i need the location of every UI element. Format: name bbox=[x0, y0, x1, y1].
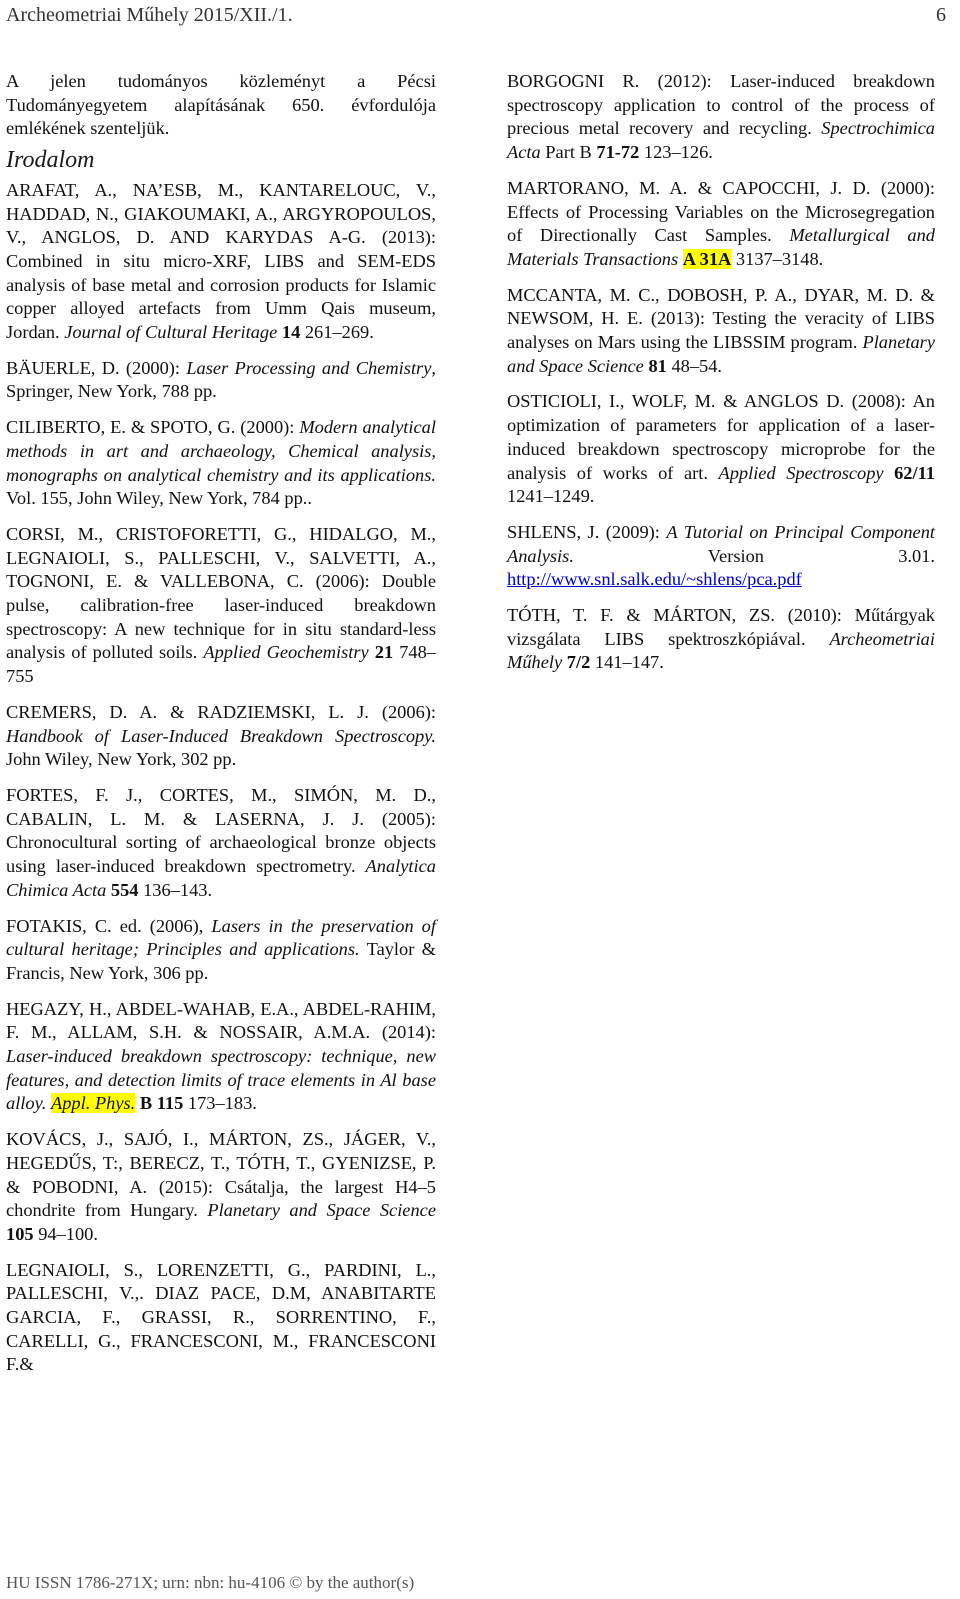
ref-rest: Vol. 155, John Wiley, New York, 784 pp.. bbox=[6, 488, 312, 509]
ref-journal: Planetary and Space Science bbox=[507, 332, 935, 376]
reference-fotakis bbox=[6, 915, 436, 986]
reference-shlens bbox=[507, 521, 935, 592]
ref-journal: Archeometriai Műhely bbox=[507, 628, 935, 673]
ref-year: (2000): bbox=[235, 417, 300, 438]
ref-authors: FOTAKIS, C. ed. bbox=[6, 915, 142, 936]
reference-borgogni bbox=[507, 70, 935, 165]
ref-title: Modern analytical methods in art and archaeology, Chemical analysis, monographs on analytical chemistry and its applications. bbox=[6, 417, 436, 485]
ref-title: A Tutorial on Principal Component Analysis. bbox=[507, 521, 935, 566]
ref-volume: 21 bbox=[374, 642, 394, 663]
dedication-text: A jelen tudományos közleményt a Pécsi Tudományegyetem alapításának 650. évfordulója emlékének szenteljük. bbox=[6, 71, 436, 139]
ref-authors: HEGAZY, H., ABDEL-WAHAB, E.A., ABDEL-RAHIM, F. M., ALLAM, S.H. & NOSSAIR, A.M.A. bbox=[6, 998, 436, 1043]
ref-journal: Planetary and Space Science bbox=[207, 1200, 436, 1221]
section-title: Irodalom bbox=[6, 147, 95, 174]
ref-journal: Journal of Cultural Heritage bbox=[64, 322, 278, 343]
ref-authors: KOVÁCS, J., SAJÓ, I., MÁRTON, ZS., JÁGER, V., HEGEDŰS, T:, BERECZ, T., TÓTH, T., GYENIZSE, P. & POBODNI, A. bbox=[6, 1129, 436, 1197]
ref-body: (2010): Műtárgyak vizsgálata LIBS spektroszkópiával. bbox=[507, 605, 935, 649]
reference-bauerle bbox=[6, 357, 436, 404]
ref-year: (2014): bbox=[370, 1022, 436, 1043]
journal-header-title: Archeometriai Műhely 2015/XII./1. bbox=[6, 4, 293, 26]
ref-title: Handbook of Laser-Induced Breakdown Spectroscopy. bbox=[6, 725, 436, 746]
ref-pages: 141–147. bbox=[590, 652, 664, 673]
ref-authors: OSTICIOLI, I., WOLF, M. & ANGLOS D. bbox=[507, 391, 845, 412]
reference-toth bbox=[507, 604, 935, 675]
reference-ciliberto bbox=[6, 416, 436, 511]
ref-year: (2006), bbox=[141, 915, 212, 936]
ref-authors: SHLENS, J. bbox=[507, 521, 600, 542]
ref-title: Lasers in the preservation of cultural heritage; Principles and applications. bbox=[6, 915, 436, 960]
ref-authors: BORGOGNI R. bbox=[507, 71, 640, 91]
left-column bbox=[6, 70, 436, 1389]
page-footer: HU ISSN 1786-271X; urn: nbn: hu-4106 © by the author(s) bbox=[6, 1573, 415, 1592]
ref-volume: 62/11 bbox=[894, 462, 935, 483]
ref-title: Laser-induced breakdown spectroscopy: technique, new features, and detection limits of trace elements in Al base alloy. bbox=[6, 1046, 436, 1114]
ref-volume: 105 bbox=[6, 1223, 34, 1244]
ref-volume: 14 bbox=[281, 322, 301, 343]
ref-pages: 136–143. bbox=[138, 879, 213, 900]
ref-volume: 7/2 bbox=[566, 652, 591, 673]
ref-authors: CORSI, M., CRISTOFORETTI, G., HIDALGO, M., LEGNAIOLI, S., PALLESCHI, V., SALVETTI, A., TOGNONI, E. & VALLEBONA, C. bbox=[6, 523, 436, 592]
reference-legnaioli: LEGNAIOLI, S., LORENZETTI, G., PARDINI, L., PALLESCHI, V.,. DIAZ PACE, D.M, ANABITARTE GARCIA, F., GRASSI, R., SORRENTINO, F., CARELLI, G., FRANCESCONI, M., FRANCESCONI F.& bbox=[6, 1259, 436, 1375]
ref-authors: CREMERS, D. A. & RADZIEMSKI, L. J. bbox=[6, 701, 369, 722]
ref-pages: 3137–3148. bbox=[735, 248, 824, 269]
ref-volume: 81 bbox=[648, 355, 667, 376]
ref-pages: 173–183. bbox=[183, 1093, 257, 1114]
ref-body: (2013): Combined in situ micro-XRF, LIBS and SEM-EDS analysis of base metal and corrosion products for Islamic copper alloyed artefacts from Umm Qais museum, Jordan. bbox=[6, 227, 436, 343]
ref-authors: BÄUERLE, D. bbox=[6, 357, 120, 378]
ref-volume: B 115 bbox=[139, 1093, 184, 1114]
reference-mccanta bbox=[507, 284, 935, 379]
ref-pages: 748–755 bbox=[6, 642, 436, 687]
ref-rest: Version 3.01. bbox=[573, 545, 935, 566]
ref-pages: 94–100. bbox=[33, 1223, 98, 1244]
ref-body: (2008): An optimization of parameters for application of a laser-induced breakdown spectroscopy microprobe for the analysis of works of art. bbox=[507, 391, 936, 483]
reference-cremers bbox=[6, 701, 436, 772]
reference-kovacs bbox=[6, 1128, 436, 1247]
ref-authors: CILIBERTO, E. & SPOTO, G. bbox=[6, 417, 236, 438]
reference-osticioli bbox=[507, 390, 935, 509]
ref-body: (2006): Double pulse, calibration-free laser-induced breakdown spectroscopy: A new technique for in situ standard-less analysis of polluted soils. bbox=[6, 571, 436, 663]
ref-authors: ARAFAT, A., NA’ESB, M., KANTARELOUC, V., HADDAD, N., GIAKOUMAKI, A., ARGYROPOULOS, V., ANGLOS, D. AND KARYDAS A-G. bbox=[6, 179, 436, 248]
ref-volume: 554 bbox=[110, 879, 139, 900]
ref-body: (2013): Testing the veracity of LIBS analyses on Mars using the LIBSSIM program. bbox=[507, 308, 935, 353]
ref-rest: Taylor & Francis, New York, 306 pp. bbox=[6, 939, 436, 983]
ref-pages: 1241–1249. bbox=[507, 486, 595, 507]
reference-fortes bbox=[6, 784, 436, 903]
ref-title: Laser Processing and Chemistry bbox=[186, 357, 432, 378]
reference-corsi bbox=[6, 523, 436, 689]
ref-pages: 123–126. bbox=[639, 142, 713, 163]
ref-rest: John Wiley, New York, 302 pp. bbox=[6, 749, 237, 770]
right-column bbox=[507, 70, 935, 687]
ref-body: (2015): Csátalja, the largest H4–5 chondrite from Hungary. bbox=[6, 1176, 436, 1221]
ref-journal-highlighted: Appl. Phys. bbox=[50, 1093, 136, 1114]
ref-body: (2000): Effects of Processing Variables on the Microsegregation of Directionally Cast Samples. bbox=[507, 177, 935, 246]
ref-journal: Applied Geochemistry bbox=[203, 642, 369, 663]
page-number: 6 bbox=[936, 4, 946, 26]
ref-pages: 261–269. bbox=[300, 322, 374, 343]
ref-url-link[interactable]: http://www.snl.salk.edu/~shlens/pca.pdf bbox=[507, 569, 802, 590]
page-header bbox=[6, 4, 946, 34]
ref-body: (2012): Laser-induced breakdown spectroscopy application to control of the process of precious metal recovery and recycling. bbox=[507, 71, 935, 139]
ref-part: Part B bbox=[540, 142, 597, 163]
reference-hegazy bbox=[6, 998, 436, 1117]
ref-journal: Applied Spectroscopy bbox=[718, 462, 884, 483]
ref-volume: 71-72 bbox=[596, 142, 640, 163]
ref-year: (2000): bbox=[119, 357, 187, 378]
reference-martorano bbox=[507, 177, 935, 272]
ref-journal: Analytica Chimica Acta bbox=[6, 856, 436, 900]
ref-volume-highlighted: A 31A bbox=[682, 248, 732, 269]
reference-arafat bbox=[6, 179, 436, 345]
ref-year: (2006): bbox=[368, 701, 436, 722]
ref-authors: MCCANTA, M. C., DOBOSH, P. A., DYAR, M. D. & NEWSOM, H. E. bbox=[507, 284, 935, 329]
ref-authors: FORTES, F. J., CORTES, M., SIMÓN, M. D., CABALIN, L. M. & LASERNA, J. J. bbox=[6, 784, 436, 829]
ref-pages: 48–54. bbox=[666, 355, 723, 376]
ref-year: (2009): bbox=[599, 521, 667, 542]
ref-journal: Metallurgical and Materials Transactions bbox=[507, 225, 935, 269]
ref-authors: MARTORANO, M. A. & CAPOCCHI, J. D. bbox=[507, 177, 871, 198]
ref-authors: TÓTH, T. F. & MÁRTON, ZS. bbox=[507, 605, 776, 626]
ref-body: (2005): Chronocultural sorting of archaeological bronze objects using laser-induced breakdown spectrometry. bbox=[6, 808, 436, 877]
ref-journal: Spectrochimica Acta bbox=[507, 118, 935, 163]
ref-rest: , Springer, New York, 788 pp. bbox=[6, 357, 436, 402]
